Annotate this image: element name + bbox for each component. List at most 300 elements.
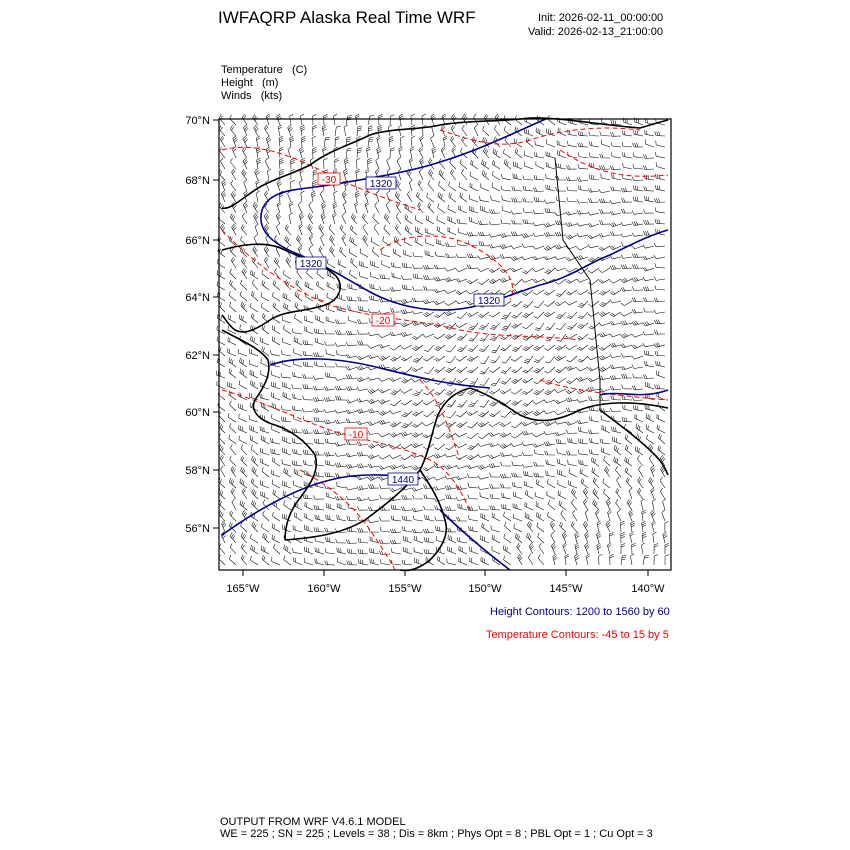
wind-barb — [304, 525, 313, 532]
wind-barb — [655, 219, 665, 224]
wind-barb — [511, 211, 522, 215]
wind-barb — [261, 458, 269, 466]
wind-barb — [613, 437, 621, 444]
lat-label: 70°N — [185, 115, 210, 127]
wind-barb — [377, 147, 382, 158]
wind-barb — [479, 506, 489, 511]
wind-barb — [575, 543, 579, 554]
wind-barb — [489, 244, 500, 248]
wind-barb — [412, 367, 423, 372]
longitude-ticks — [243, 570, 648, 576]
temperature-label-text: -20 — [375, 316, 391, 327]
wind-barb — [555, 345, 566, 350]
wind-barb — [545, 208, 555, 213]
wind-barb — [357, 330, 368, 334]
wind-barb — [524, 471, 534, 477]
wind-barb — [390, 356, 401, 361]
variable-unit: (m) — [261, 77, 279, 89]
wind-barb — [399, 147, 403, 158]
wind-barb — [456, 444, 467, 448]
lat-label: 68°N — [185, 175, 210, 187]
wind-barb — [514, 524, 522, 532]
init-time: Init: 2026-02-11_00:00:00 — [538, 12, 664, 24]
wind-barb — [500, 254, 511, 258]
wind-barb — [535, 492, 544, 499]
wind-barb — [523, 219, 533, 224]
wind-barb — [632, 365, 643, 369]
wind-barb — [644, 187, 654, 191]
wind-barb — [435, 389, 445, 395]
wind-barb — [629, 488, 632, 499]
wind-barb — [597, 521, 601, 532]
wind-barb — [305, 282, 313, 290]
wind-barb — [515, 148, 522, 158]
wind-barb — [222, 521, 227, 532]
wind-barb — [379, 378, 390, 381]
wind-barb — [583, 521, 588, 532]
wind-barb — [251, 291, 258, 301]
wind-barb — [511, 443, 522, 447]
wind-barb — [241, 445, 247, 455]
wind-barb — [588, 387, 599, 392]
wind-barb — [610, 265, 621, 269]
wind-barb — [415, 226, 423, 235]
wind-barb — [267, 169, 271, 180]
height-contour-note: Height Contours: 1200 to 1560 by 60 — [490, 606, 670, 618]
wind-barb — [416, 192, 423, 202]
wind-barb — [281, 417, 291, 422]
wind-barb — [272, 371, 281, 378]
wind-barb — [329, 246, 335, 257]
wind-barb — [351, 213, 357, 224]
wind-barb — [414, 558, 423, 565]
wind-barb — [250, 380, 258, 389]
lat-label: 58°N — [185, 465, 210, 477]
valid-time: Valid: 2026-02-13_21:00:00 — [528, 26, 663, 38]
variable-name: Winds — [221, 90, 252, 102]
wind-barb — [656, 162, 665, 169]
wind-barb — [534, 462, 545, 466]
wind-barb — [293, 525, 302, 532]
wind-barb — [479, 196, 489, 202]
wind-barb — [604, 489, 611, 499]
wind-barb — [551, 543, 556, 554]
wind-barb — [614, 457, 621, 466]
wind-barb — [642, 521, 646, 532]
wind-barb — [448, 546, 456, 554]
wind-barb — [611, 142, 621, 147]
wind-barb — [555, 389, 566, 393]
wind-barb — [438, 204, 445, 213]
wind-barb — [241, 544, 247, 555]
wind-barb — [566, 366, 577, 371]
wind-barb — [649, 455, 654, 466]
wind-barb — [489, 209, 500, 213]
wind-barb — [662, 510, 665, 521]
wind-barb — [445, 433, 456, 438]
wind-barb — [632, 221, 643, 225]
wind-barb — [272, 392, 280, 400]
wind-barb — [426, 215, 434, 224]
wind-barb — [229, 236, 236, 246]
wind-barb — [279, 136, 283, 147]
wind-barb — [424, 549, 434, 554]
wind-barb — [579, 460, 588, 466]
wind-barb — [305, 326, 313, 334]
wind-barb — [492, 513, 500, 521]
wind-barb — [654, 310, 665, 314]
wind-barb — [654, 255, 665, 259]
wind-barb — [229, 358, 236, 368]
wind-barb — [492, 546, 500, 554]
wind-barb — [501, 219, 511, 224]
wind-barb — [358, 538, 368, 543]
wind-barb — [468, 515, 478, 521]
wind-barb — [512, 312, 522, 318]
wind-barb — [478, 454, 489, 457]
wind-barb — [643, 331, 654, 335]
wind-barb — [489, 389, 500, 394]
wind-barb — [434, 312, 445, 318]
wind-barb — [533, 433, 544, 437]
wind-barb — [544, 301, 555, 307]
wind-barb — [610, 354, 621, 358]
wind-barb — [379, 399, 390, 404]
wind-barb — [525, 129, 533, 137]
wind-barb — [654, 298, 665, 302]
wind-barb — [522, 411, 533, 416]
wind-barb — [335, 442, 346, 446]
wind-barb — [305, 292, 313, 301]
wind-barb — [346, 464, 357, 469]
wind-barb — [379, 114, 383, 125]
wind-barb — [522, 279, 533, 282]
coastline-southeast — [600, 410, 668, 475]
wind-barb — [533, 421, 544, 425]
wind-barb — [381, 250, 390, 257]
wind-barb — [396, 180, 401, 191]
wind-barb — [321, 213, 326, 224]
wind-barb — [386, 202, 390, 213]
wind-barb — [390, 332, 401, 336]
wind-barb — [467, 356, 478, 361]
wind-barb — [357, 377, 368, 382]
wind-barb — [335, 420, 346, 424]
wind-barb — [654, 343, 665, 348]
wind-barb — [569, 480, 577, 488]
wind-barb — [544, 223, 555, 228]
wind-barb — [577, 399, 588, 402]
wind-barb — [333, 213, 337, 224]
wind-barb — [512, 461, 522, 466]
wind-barb — [644, 351, 654, 357]
wind-barb — [555, 378, 566, 383]
wind-barb — [346, 366, 357, 370]
wind-barb — [459, 546, 467, 554]
wind-barb — [458, 228, 467, 235]
wind-barb — [309, 246, 313, 257]
wind-barb — [325, 528, 335, 532]
wind-barb — [610, 554, 614, 565]
wind-barb — [390, 455, 401, 459]
wind-barb — [346, 496, 357, 500]
wind-barb — [304, 316, 313, 323]
wind-barb — [644, 175, 654, 180]
wind-barb — [500, 244, 511, 249]
wind-barb — [589, 132, 599, 136]
wind-barb — [632, 298, 643, 302]
wind-barb — [567, 186, 577, 191]
wind-barb — [296, 280, 302, 290]
wind-barb — [493, 148, 500, 158]
wind-barb — [533, 279, 544, 283]
wind-barb — [375, 202, 379, 213]
wind-barb — [294, 481, 303, 488]
wind-barb — [632, 264, 643, 268]
wind-barb — [643, 267, 654, 271]
wind-barb — [391, 308, 402, 312]
wind-barb — [303, 396, 313, 400]
wind-barb — [610, 132, 621, 136]
wind-barb — [357, 356, 368, 360]
wind-barb — [313, 180, 317, 191]
wind-barb — [578, 301, 588, 308]
wind-barb — [548, 115, 555, 125]
temperature-label-text: -10 — [348, 430, 364, 441]
wind-barb — [642, 510, 646, 521]
wind-barb — [315, 559, 324, 566]
wind-barb — [315, 294, 324, 301]
wind-barb — [412, 400, 423, 406]
wind-barb — [378, 125, 382, 136]
wind-barb — [407, 191, 412, 202]
wind-barb — [630, 532, 634, 543]
wind-barb — [547, 140, 555, 148]
wind-barb — [368, 422, 379, 426]
wind-barb — [561, 510, 566, 521]
wind-barb — [434, 367, 445, 373]
wind-barb — [266, 136, 271, 147]
wind-barb — [470, 183, 478, 191]
wind-barb — [504, 159, 511, 169]
wind-barb — [243, 202, 248, 213]
wind-barb — [555, 411, 566, 415]
wind-barb — [599, 301, 610, 307]
wind-barb — [480, 492, 489, 499]
wind-barb — [632, 233, 643, 237]
wind-barb — [286, 257, 291, 268]
wind-barb — [369, 548, 379, 554]
wind-barb — [325, 460, 335, 466]
wind-barb — [434, 345, 445, 351]
wind-barb — [346, 354, 357, 358]
wind-barb — [401, 400, 412, 405]
wind-barb — [633, 143, 644, 147]
wind-barb — [462, 125, 467, 136]
wind-barb — [658, 434, 665, 444]
wind-barb — [643, 209, 654, 213]
wind-barb — [467, 433, 478, 439]
wind-barb — [231, 191, 236, 202]
wind-barb — [645, 140, 654, 147]
wind-barb — [450, 159, 456, 169]
wind-barb — [337, 515, 346, 521]
wind-barb — [314, 417, 324, 422]
wind-barb — [534, 356, 544, 363]
wind-barb — [424, 389, 435, 395]
wind-barb — [230, 269, 236, 279]
wind-barb — [592, 468, 599, 478]
wind-barb — [250, 435, 258, 444]
wind-barb — [467, 290, 478, 294]
wind-barb — [655, 351, 665, 356]
wind-barb — [434, 444, 445, 450]
wind-barb — [358, 549, 368, 554]
wind-barb — [446, 495, 456, 500]
wind-barb — [651, 488, 655, 499]
wind-barb — [242, 147, 247, 158]
wind-barb — [412, 298, 423, 302]
wind-barb — [292, 428, 302, 433]
wind-barb — [284, 303, 292, 312]
wind-barb — [655, 263, 665, 268]
wind-barb — [490, 356, 500, 363]
wind-barb — [556, 187, 567, 191]
wind-barb — [350, 225, 357, 235]
wind-barb — [456, 433, 467, 437]
wind-barb — [544, 441, 555, 445]
wind-barb — [414, 547, 423, 554]
wind-barb — [663, 532, 668, 543]
wind-barb — [313, 125, 317, 136]
wind-barb — [643, 220, 654, 224]
wind-barb — [368, 137, 373, 147]
wind-barb — [512, 186, 522, 191]
wind-barb — [480, 356, 489, 364]
wind-barb — [379, 286, 390, 290]
wind-barb — [610, 375, 621, 379]
wind-barb — [512, 301, 522, 307]
wind-barb — [319, 246, 324, 257]
wind-barb — [288, 191, 292, 202]
wind-barb — [317, 269, 324, 279]
wind-barb — [538, 533, 545, 543]
wind-barb — [357, 442, 368, 446]
wind-barb — [419, 169, 423, 180]
wind-barb — [636, 424, 643, 434]
wind-barb — [577, 290, 588, 295]
wind-barb — [276, 224, 280, 235]
wind-barb — [250, 370, 258, 378]
wind-barb — [405, 214, 412, 224]
wind-barb — [566, 378, 577, 384]
model-footer-line1: OUTPUT FROM WRF V4.6.1 MODEL — [220, 816, 406, 828]
wind-barb — [221, 466, 226, 477]
wind-barb — [302, 408, 313, 412]
wind-barb — [536, 479, 544, 488]
wind-barb — [445, 268, 456, 271]
wind-barb — [577, 377, 588, 382]
wind-barb — [309, 235, 313, 246]
wind-barb — [217, 381, 225, 389]
wind-barb — [368, 464, 379, 468]
wind-barb — [356, 169, 360, 180]
wind-barb — [294, 415, 302, 423]
wind-barb — [501, 462, 512, 466]
wind-barb — [608, 510, 612, 521]
wind-barb — [413, 286, 424, 290]
wind-barb — [438, 181, 445, 191]
wind-barb — [458, 400, 468, 407]
wind-barb — [380, 517, 391, 521]
wind-barb — [402, 367, 412, 373]
wind-barb — [325, 548, 335, 554]
temperature-contour — [222, 390, 470, 510]
wind-barb — [665, 521, 669, 532]
wind-barb — [588, 188, 599, 192]
wind-barb — [471, 160, 479, 169]
wind-barb — [401, 432, 412, 437]
wind-barb — [525, 513, 533, 521]
wind-barb — [578, 131, 588, 136]
wind-barb — [380, 495, 391, 499]
wind-barb — [390, 465, 401, 470]
wind-barb — [571, 521, 577, 532]
wind-barb — [567, 141, 577, 147]
wind-barb — [272, 414, 280, 422]
wind-barb — [337, 548, 346, 554]
wind-barb — [220, 136, 225, 147]
wind-barb — [578, 356, 588, 362]
wind-barb — [600, 154, 610, 158]
wind-barb — [348, 316, 357, 323]
wind-barb — [599, 209, 610, 213]
wind-barb — [285, 280, 291, 290]
wind-barb — [291, 158, 295, 169]
wind-barb — [599, 290, 610, 295]
wind-barb — [264, 246, 269, 257]
wind-barb — [303, 374, 314, 378]
wind-barb — [350, 237, 357, 246]
wind-barb — [534, 312, 544, 318]
wind-barb — [523, 301, 533, 308]
wind-barb — [360, 249, 368, 258]
wind-barb — [228, 337, 236, 345]
wind-barb — [428, 203, 434, 213]
wind-barb — [588, 290, 599, 295]
wind-barb — [324, 386, 335, 390]
wind-barb — [272, 292, 280, 301]
wind-barb — [217, 270, 225, 279]
wind-barb — [652, 521, 656, 532]
wind-barb — [633, 164, 643, 169]
wind-barb — [456, 278, 467, 282]
wind-barb — [638, 466, 643, 477]
wind-barb — [548, 512, 556, 521]
wind-barb — [480, 367, 490, 374]
wind-barb — [239, 436, 247, 444]
wind-barb — [621, 374, 632, 378]
wind-barb — [230, 401, 237, 411]
wind-barb — [536, 128, 544, 136]
wind-barb — [423, 312, 434, 317]
wind-barb — [504, 512, 512, 521]
wind-barb — [216, 371, 225, 378]
wind-barb — [558, 459, 567, 466]
wind-barb — [491, 345, 500, 353]
wind-barb — [500, 233, 511, 238]
wind-barb — [346, 453, 357, 457]
